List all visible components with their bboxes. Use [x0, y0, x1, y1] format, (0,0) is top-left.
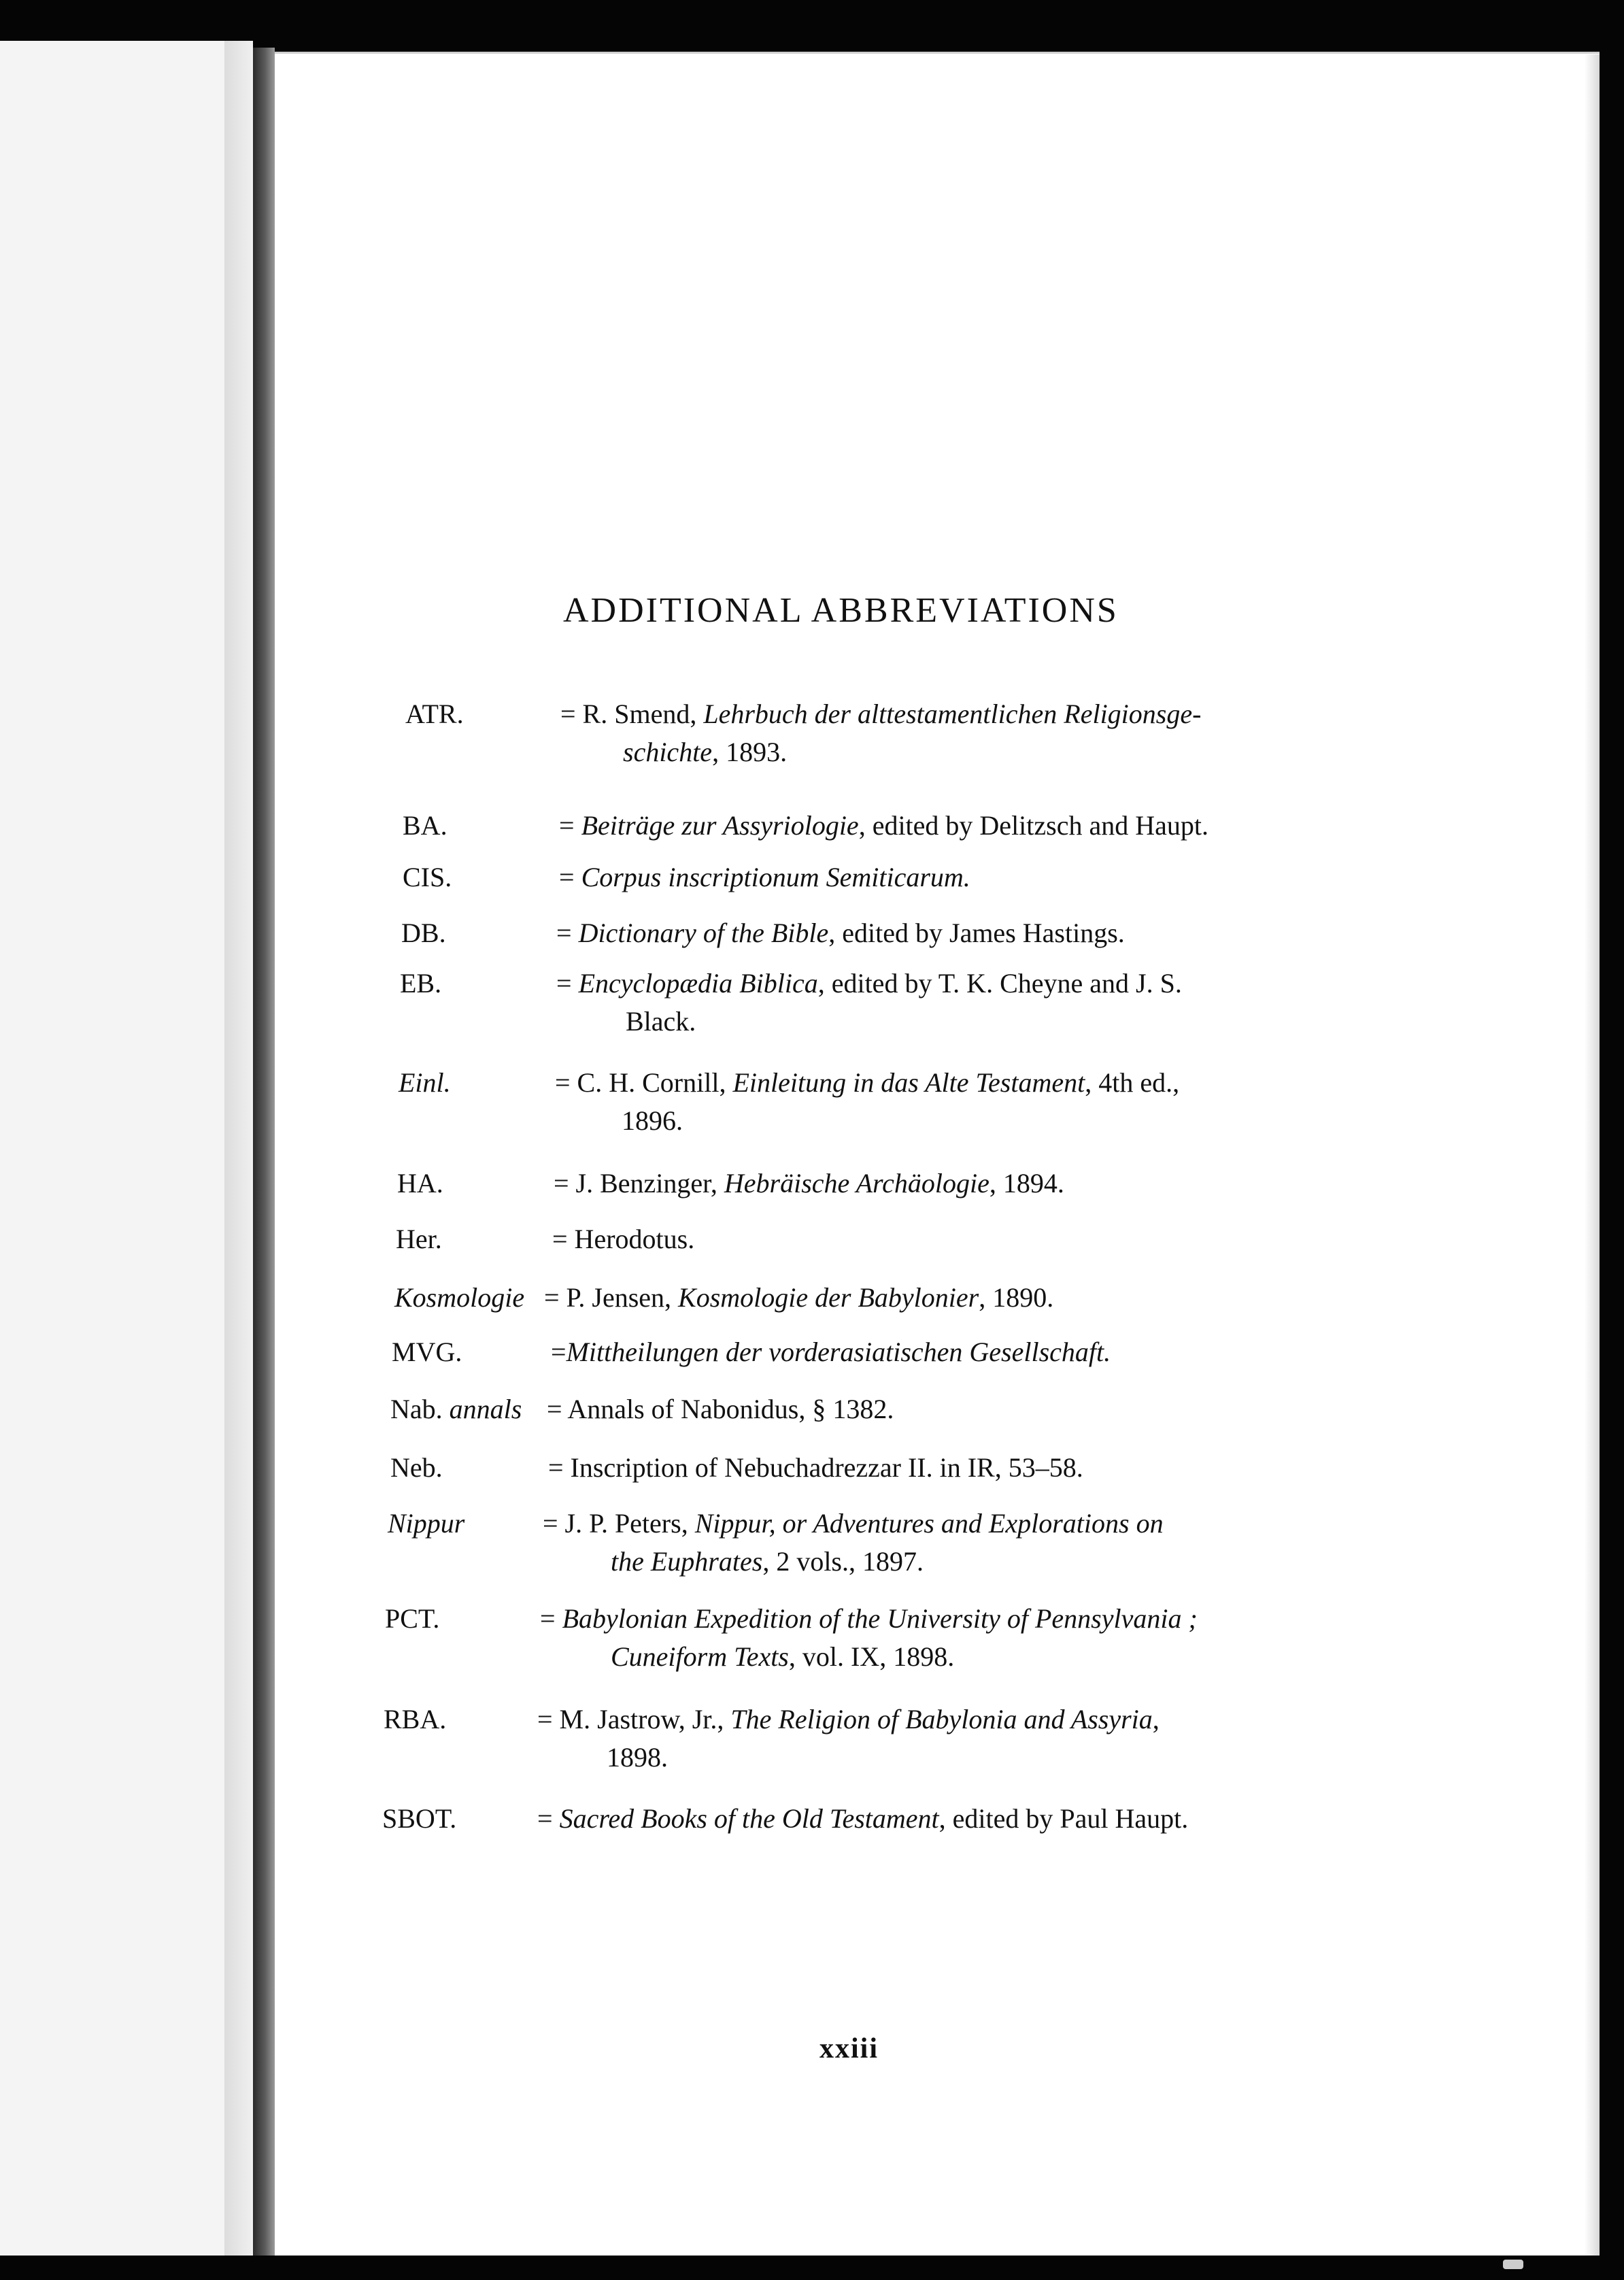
abbreviation-definition	[560, 695, 1201, 733]
abbreviation-term: Einl.	[399, 1067, 451, 1098]
abbreviation-term: Neb.	[390, 1452, 443, 1483]
definition-text: , 4th ed.,	[1085, 1067, 1180, 1098]
abbreviation-term: Her.	[396, 1224, 442, 1254]
definition-text: = P. Jensen,	[544, 1282, 679, 1313]
definition-text: , 1894.	[989, 1168, 1064, 1198]
abbreviation-definition	[543, 1505, 1164, 1543]
italic-title-text: Nippur, or Adventures and Explorations on	[694, 1508, 1164, 1539]
page-edge-shadow	[1585, 54, 1600, 2256]
definition-text: Black.	[626, 1006, 696, 1037]
italic-title-text: Hebräische Archäologie	[724, 1168, 989, 1198]
abbreviation-definition	[537, 1800, 1188, 1838]
definition-text: =	[551, 1337, 566, 1367]
definition-text: , edited by Paul Haupt.	[938, 1803, 1189, 1834]
facing-page-edge	[224, 41, 253, 2257]
abbreviation-term: BA.	[403, 810, 447, 841]
definition-text: =	[556, 968, 579, 999]
abbreviation-definition	[554, 1164, 1064, 1203]
abbreviation-definition	[559, 858, 970, 896]
abbreviation-definition	[556, 914, 1125, 952]
scan-background-bottom	[0, 2256, 1624, 2280]
definition-continuation	[611, 1638, 954, 1676]
italic-title-text: Encyclopædia Biblica	[578, 968, 818, 999]
scan-corner-mark	[1503, 2260, 1523, 2269]
abbreviation-term: EB.	[400, 968, 442, 999]
abbreviation-term: Kosmologie	[394, 1282, 525, 1313]
italic-title-text: Beiträge zur Assyriologie	[581, 810, 859, 841]
abbreviation-entry	[0, 695, 1624, 777]
italic-title-text: Babylonian Expedition of the University of Pennsylvania ;	[562, 1603, 1198, 1634]
definition-text: , 1890.	[979, 1282, 1054, 1313]
definition-text: = R. Smend,	[560, 699, 704, 729]
definition-text: 1898.	[607, 1742, 668, 1773]
definition-text: = Herodotus.	[552, 1224, 695, 1254]
italic-title-text: The Religion of Babylonia and Assyria	[730, 1704, 1153, 1734]
page-number: xxiii	[819, 2033, 879, 2064]
italic-title-text: Mittheilungen der vorderasiatischen Gesellschaft.	[566, 1337, 1111, 1367]
definition-text: = C. H. Cornill,	[555, 1067, 733, 1098]
abbreviation-term: PCT.	[385, 1603, 440, 1634]
abbreviation-definition	[556, 965, 1182, 1003]
abbreviation-term: Nippur	[388, 1508, 465, 1539]
abbreviation-definition	[548, 1449, 1083, 1487]
definition-text: =	[537, 1803, 560, 1834]
definition-text: , 1893.	[712, 737, 788, 767]
definition-text: = Inscription of Nebuchadrezzar II. in IR, 53–58.	[548, 1452, 1083, 1483]
definition-text: , edited by T. K. Cheyne and J. S.	[817, 968, 1182, 999]
abbreviation-definition	[547, 1390, 894, 1428]
page-title: ADDITIONAL ABBREVIATIONS	[563, 591, 1119, 630]
definition-text: =	[540, 1603, 562, 1634]
abbreviation-entry	[0, 1505, 1624, 1586]
abbreviation-term: CIS.	[403, 862, 452, 892]
definition-text: = Annals of Nabonidus, § 1382.	[547, 1394, 894, 1424]
abbreviation-definition	[555, 1064, 1179, 1102]
abbreviation-entry	[0, 965, 1624, 1046]
definition-text: , 2 vols., 1897.	[762, 1546, 924, 1577]
abbreviation-term: RBA.	[384, 1704, 447, 1734]
abbreviation-definition	[540, 1600, 1198, 1638]
definition-text: 1896.	[622, 1105, 683, 1136]
abbreviation-definition	[537, 1700, 1160, 1739]
abbreviation-definition	[544, 1279, 1053, 1317]
abbreviation-term-tail: annals	[449, 1394, 522, 1424]
definition-text: , edited by James Hastings.	[828, 918, 1125, 948]
abbreviation-entry	[0, 1600, 1624, 1681]
italic-title-text: schichte	[623, 737, 713, 767]
definition-continuation	[623, 733, 787, 771]
abbreviation-definition	[551, 1333, 1111, 1371]
book-gutter	[253, 48, 275, 2258]
abbreviation-term: SBOT.	[382, 1803, 457, 1834]
abbreviation-definition	[559, 807, 1208, 845]
definition-continuation	[622, 1102, 683, 1140]
abbreviation-entry	[0, 1800, 1624, 1881]
definition-continuation	[607, 1739, 668, 1777]
abbreviation-term: MVG.	[392, 1337, 462, 1367]
italic-title-text: Kosmologie der Babylonier	[678, 1282, 979, 1313]
definition-text: = M. Jastrow, Jr.,	[537, 1704, 731, 1734]
italic-title-text: Sacred Books of the Old Testament	[559, 1803, 939, 1834]
italic-title-text: Dictionary of the Bible	[578, 918, 829, 948]
definition-continuation	[611, 1543, 924, 1581]
definition-text: =	[559, 862, 581, 892]
facing-page	[0, 41, 253, 2257]
definition-text: ,	[1152, 1704, 1160, 1734]
definition-text: =	[559, 810, 581, 841]
abbreviation-term: Nab. annals	[390, 1394, 522, 1424]
definition-text: , vol. IX, 1898.	[788, 1641, 955, 1672]
italic-title-text: the Euphrates	[611, 1546, 763, 1577]
italic-title-text: Cuneiform Texts	[611, 1641, 789, 1672]
abbreviation-entry	[0, 1064, 1624, 1145]
abbreviation-term: DB.	[401, 918, 446, 948]
definition-text: , edited by Delitzsch and Haupt.	[858, 810, 1208, 841]
book-page	[275, 52, 1600, 2258]
definition-text: =	[556, 918, 579, 948]
definition-text: = J. Benzinger,	[554, 1168, 724, 1198]
definition-continuation	[626, 1003, 696, 1041]
italic-title-text: Corpus inscriptionum Semiticarum.	[581, 862, 970, 892]
italic-title-text: Einleitung in das Alte Testament	[732, 1067, 1085, 1098]
abbreviation-term: ATR.	[405, 699, 464, 729]
abbreviation-term: HA.	[397, 1168, 443, 1198]
italic-title-text: Lehrbuch der alttestamentlichen Religionsge-	[703, 699, 1202, 729]
abbreviation-entry	[0, 1700, 1624, 1782]
abbreviation-definition	[552, 1220, 694, 1258]
definition-text: = J. P. Peters,	[543, 1508, 695, 1539]
